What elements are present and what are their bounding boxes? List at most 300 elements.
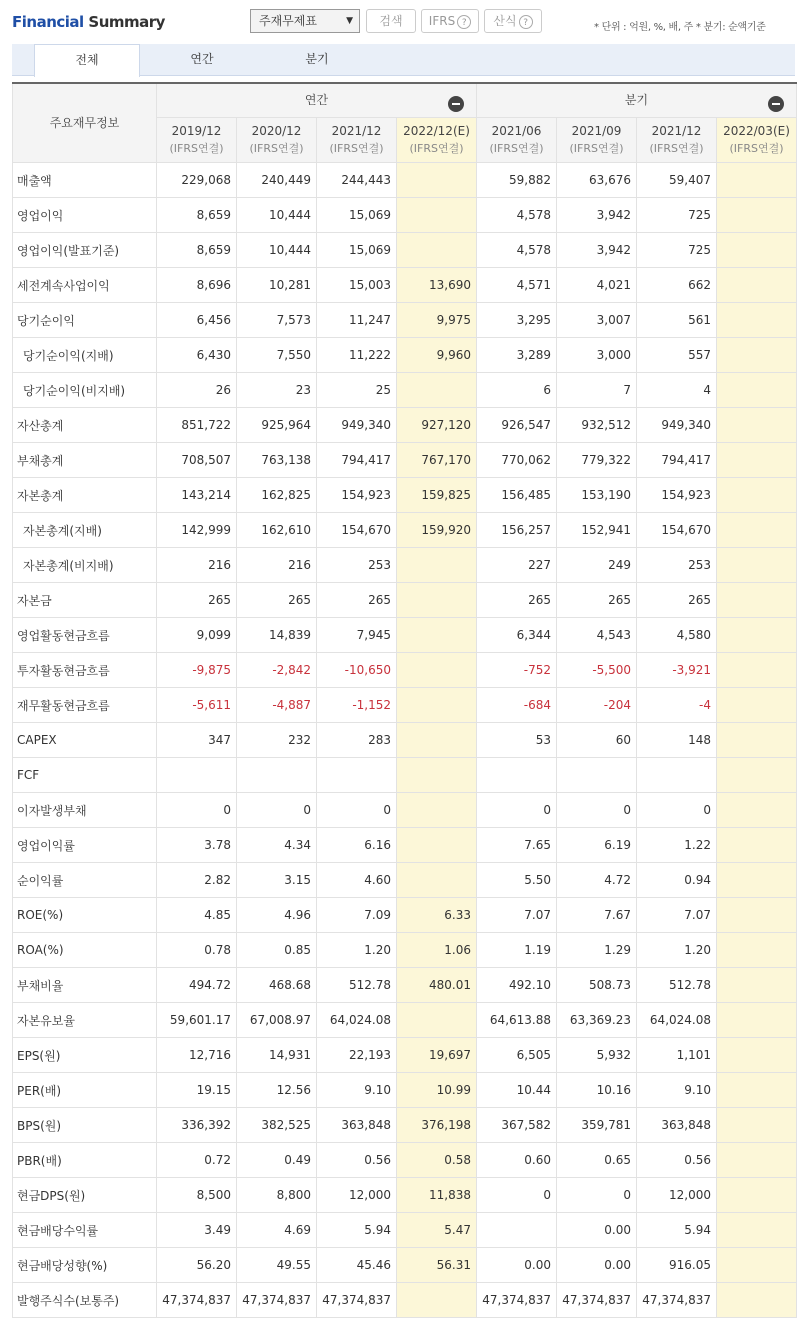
table-cell: 64,024.08 [317, 1003, 397, 1038]
table-cell [717, 513, 797, 548]
table-cell: 1.19 [477, 933, 557, 968]
table-cell: 7.65 [477, 828, 557, 863]
table-row [13, 1178, 797, 1213]
table-cell [317, 758, 397, 793]
table-cell [717, 233, 797, 268]
column-basis: (IFRS연결) [489, 142, 544, 155]
table-cell: 8,659 [157, 198, 237, 233]
row-label: 순이익률 [13, 863, 157, 898]
table-row [13, 1073, 797, 1108]
table-cell: 7.07 [637, 898, 717, 933]
table-cell: 148 [637, 723, 717, 758]
table-cell: 10,281 [237, 268, 317, 303]
table-cell: 156,485 [477, 478, 557, 513]
table-cell: 14,931 [237, 1038, 317, 1073]
table-cell: 3,289 [477, 338, 557, 373]
annual-group-header [157, 83, 477, 118]
table-row [13, 968, 797, 1003]
table-cell: 492.10 [477, 968, 557, 1003]
table-cell: 4.34 [237, 828, 317, 863]
page-title [12, 13, 165, 31]
table-cell: 10,444 [237, 198, 317, 233]
table-cell: 468.68 [237, 968, 317, 1003]
table-cell: 725 [637, 233, 717, 268]
dropdown-arrow-icon: ▼ [346, 16, 353, 26]
column-period: 2020/12 [251, 124, 302, 138]
table-row [13, 1038, 797, 1073]
table-cell: 3,007 [557, 303, 637, 338]
table-cell [717, 933, 797, 968]
table-cell: 7 [557, 373, 637, 408]
table-cell: 4.72 [557, 863, 637, 898]
row-label: 영업이익 [13, 198, 157, 233]
column-period: 2021/12 [651, 124, 702, 138]
table-cell: 5.50 [477, 863, 557, 898]
table-row [13, 723, 797, 758]
table-cell: 6,344 [477, 618, 557, 653]
column-header [717, 118, 797, 163]
table-cell: 3.49 [157, 1213, 237, 1248]
table-cell [397, 198, 477, 233]
table-row [13, 828, 797, 863]
table-cell: 4.85 [157, 898, 237, 933]
table-cell: 9,099 [157, 618, 237, 653]
table-cell: 5.47 [397, 1213, 477, 1248]
ifrs-button[interactable] [421, 9, 479, 33]
table-cell: 5.94 [317, 1213, 397, 1248]
column-header [397, 118, 477, 163]
table-cell: 0 [157, 793, 237, 828]
table-cell [717, 793, 797, 828]
table-cell: 8,696 [157, 268, 237, 303]
table-cell: 6.19 [557, 828, 637, 863]
table-cell: 1.20 [637, 933, 717, 968]
table-cell: 14,839 [237, 618, 317, 653]
table-cell: 662 [637, 268, 717, 303]
question-circle-icon: ? [519, 15, 533, 29]
table-cell [717, 898, 797, 933]
table-cell: 10.16 [557, 1073, 637, 1108]
table-row [13, 198, 797, 233]
table-cell: 3.78 [157, 828, 237, 863]
column-header [477, 118, 557, 163]
table-cell: 265 [637, 583, 717, 618]
table-cell: 1.06 [397, 933, 477, 968]
table-row [13, 303, 797, 338]
table-cell: 249 [557, 548, 637, 583]
table-cell [717, 1038, 797, 1073]
table-cell [397, 758, 477, 793]
table-cell: 9.10 [637, 1073, 717, 1108]
table-cell: 0.60 [477, 1143, 557, 1178]
table-cell: 336,392 [157, 1108, 237, 1143]
row-label: PER(배) [13, 1073, 157, 1108]
row-label: 영업이익(발표기준) [13, 233, 157, 268]
table-cell: 382,525 [237, 1108, 317, 1143]
table-cell: -5,500 [557, 653, 637, 688]
table-row [13, 1213, 797, 1248]
table-cell: 3.15 [237, 863, 317, 898]
column-header [637, 118, 717, 163]
table-cell: 11,222 [317, 338, 397, 373]
table-row [13, 233, 797, 268]
table-cell: 265 [237, 583, 317, 618]
table-row [13, 1003, 797, 1038]
column-basis: (IFRS연결) [729, 142, 784, 155]
table-cell: 7,945 [317, 618, 397, 653]
column-header [157, 118, 237, 163]
table-cell: 3,942 [557, 198, 637, 233]
table-cell [717, 1003, 797, 1038]
table-cell: 244,443 [317, 163, 397, 198]
table-cell [717, 968, 797, 1003]
row-header-title: 주요재무정보 [13, 83, 157, 163]
table-cell [717, 303, 797, 338]
row-label: EPS(원) [13, 1038, 157, 1073]
table-row [13, 1283, 797, 1318]
page-title-part1: Financial [12, 13, 84, 31]
table-cell [717, 373, 797, 408]
table-cell [397, 548, 477, 583]
table-cell: 6,430 [157, 338, 237, 373]
period-tabs [12, 44, 795, 76]
table-row [13, 1143, 797, 1178]
table-cell: 6.16 [317, 828, 397, 863]
table-cell: 240,449 [237, 163, 317, 198]
table-cell: 5,932 [557, 1038, 637, 1073]
table-row [13, 163, 797, 198]
row-label: 재무활동현금흐름 [13, 688, 157, 723]
table-cell [717, 618, 797, 653]
table-cell: 0.58 [397, 1143, 477, 1178]
row-label: 부채총계 [13, 443, 157, 478]
tab-all[interactable]: 전체 [34, 44, 140, 77]
table-cell: 59,882 [477, 163, 557, 198]
question-circle-icon: ? [457, 15, 471, 29]
row-label: 자산총계 [13, 408, 157, 443]
row-label: 자본총계(비지배) [13, 548, 157, 583]
statement-select[interactable] [250, 9, 360, 33]
table-cell: 253 [637, 548, 717, 583]
row-label: 현금DPS(원) [13, 1178, 157, 1213]
table-cell: 56.31 [397, 1248, 477, 1283]
table-cell: 949,340 [637, 408, 717, 443]
table-cell: -204 [557, 688, 637, 723]
collapse-minus-icon[interactable] [768, 96, 784, 112]
table-cell: -684 [477, 688, 557, 723]
table-cell [397, 863, 477, 898]
row-label: FCF [13, 758, 157, 793]
table-cell: 9.10 [317, 1073, 397, 1108]
table-cell: 1,101 [637, 1038, 717, 1073]
table-cell: 47,374,837 [637, 1283, 717, 1318]
column-basis: (IFRS연결) [569, 142, 624, 155]
table-cell [477, 1213, 557, 1248]
column-header [317, 118, 397, 163]
table-cell: 10.99 [397, 1073, 477, 1108]
table-row [13, 1248, 797, 1283]
row-label: 이자발생부채 [13, 793, 157, 828]
financial-summary-table [12, 82, 797, 1318]
table-cell: 0.72 [157, 1143, 237, 1178]
table-cell: 63,676 [557, 163, 637, 198]
table-cell: 0.49 [237, 1143, 317, 1178]
table-cell: 7,550 [237, 338, 317, 373]
table-cell [397, 1283, 477, 1318]
table-cell [717, 723, 797, 758]
table-cell: 2.82 [157, 863, 237, 898]
table-cell: 7.67 [557, 898, 637, 933]
row-label: 세전계속사업이익 [13, 268, 157, 303]
table-cell [717, 863, 797, 898]
table-cell: -1,152 [317, 688, 397, 723]
table-cell [557, 758, 637, 793]
table-cell: 265 [477, 583, 557, 618]
table-cell: 6.33 [397, 898, 477, 933]
table-cell: 363,848 [637, 1108, 717, 1143]
table-cell: 0.00 [477, 1248, 557, 1283]
table-cell: 154,670 [317, 513, 397, 548]
tab-annual[interactable]: 연간 [190, 52, 214, 66]
table-cell: 12,000 [317, 1178, 397, 1213]
table-cell [717, 163, 797, 198]
table-cell: 7,573 [237, 303, 317, 338]
table-cell: 19.15 [157, 1073, 237, 1108]
table-cell: 4,571 [477, 268, 557, 303]
table-cell: 0.56 [317, 1143, 397, 1178]
table-cell: 0 [637, 793, 717, 828]
collapse-minus-icon[interactable] [448, 96, 464, 112]
table-cell: 1.20 [317, 933, 397, 968]
row-label: 발행주식수(보통주) [13, 1283, 157, 1318]
table-cell: 11,247 [317, 303, 397, 338]
table-cell: 3,295 [477, 303, 557, 338]
table-cell [637, 758, 717, 793]
row-label: 자본유보율 [13, 1003, 157, 1038]
table-cell: 3,942 [557, 233, 637, 268]
table-cell: -4,887 [237, 688, 317, 723]
column-basis: (IFRS연결) [329, 142, 384, 155]
table-row [13, 653, 797, 688]
row-label: ROA(%) [13, 933, 157, 968]
table-cell: 4,021 [557, 268, 637, 303]
table-cell: 927,120 [397, 408, 477, 443]
table-row [13, 443, 797, 478]
table-cell: 47,374,837 [477, 1283, 557, 1318]
column-period: 2021/06 [491, 124, 542, 138]
table-cell: 359,781 [557, 1108, 637, 1143]
table-cell: 216 [157, 548, 237, 583]
table-cell: -752 [477, 653, 557, 688]
table-cell [397, 688, 477, 723]
table-cell: 53 [477, 723, 557, 758]
row-label: PBR(배) [13, 1143, 157, 1178]
table-row [13, 583, 797, 618]
table-cell: 347 [157, 723, 237, 758]
table-cell: 4.96 [237, 898, 317, 933]
table-cell [717, 1248, 797, 1283]
table-cell [397, 618, 477, 653]
table-cell [397, 828, 477, 863]
table-cell: 229,068 [157, 163, 237, 198]
table-cell: 12,000 [637, 1178, 717, 1213]
table-cell [397, 373, 477, 408]
table-cell: 779,322 [557, 443, 637, 478]
table-cell [717, 758, 797, 793]
table-cell: 63,369.23 [557, 1003, 637, 1038]
table-cell: 47,374,837 [237, 1283, 317, 1318]
table-cell: 949,340 [317, 408, 397, 443]
row-label: 자본총계 [13, 478, 157, 513]
table-cell [397, 583, 477, 618]
ifrs-button-label: IFRS [428, 14, 456, 28]
table-cell: 708,507 [157, 443, 237, 478]
table-cell: 7.07 [477, 898, 557, 933]
table-cell: -5,611 [157, 688, 237, 723]
table-cell: 0.00 [557, 1248, 637, 1283]
row-label: 매출액 [13, 163, 157, 198]
table-cell [717, 653, 797, 688]
row-label: 투자활동현금흐름 [13, 653, 157, 688]
table-row [13, 863, 797, 898]
table-row [13, 338, 797, 373]
table-cell: 0 [557, 793, 637, 828]
table-cell [717, 478, 797, 513]
row-label: 현금배당성향(%) [13, 1248, 157, 1283]
table-row [13, 618, 797, 653]
table-cell: 49.55 [237, 1248, 317, 1283]
top-bar [0, 0, 800, 44]
row-label: 자본금 [13, 583, 157, 618]
table-cell: 56.20 [157, 1248, 237, 1283]
table-cell: 6 [477, 373, 557, 408]
table-cell: 932,512 [557, 408, 637, 443]
table-cell: 0 [477, 793, 557, 828]
table-cell: 67,008.97 [237, 1003, 317, 1038]
table-row [13, 1108, 797, 1143]
column-basis: (IFRS연결) [169, 142, 224, 155]
table-cell [717, 583, 797, 618]
table-cell: 26 [157, 373, 237, 408]
table-cell: 232 [237, 723, 317, 758]
table-cell: 0 [237, 793, 317, 828]
table-cell: -4 [637, 688, 717, 723]
table-cell: 153,190 [557, 478, 637, 513]
table-cell: 367,582 [477, 1108, 557, 1143]
table-row [13, 408, 797, 443]
table-cell: 47,374,837 [157, 1283, 237, 1318]
table-cell: 45.46 [317, 1248, 397, 1283]
table-cell: 0 [477, 1178, 557, 1213]
table-cell: 3,000 [557, 338, 637, 373]
table-cell: 15,069 [317, 198, 397, 233]
table-row [13, 478, 797, 513]
table-cell: 159,920 [397, 513, 477, 548]
row-label: 영업이익률 [13, 828, 157, 863]
table-cell: 4.69 [237, 1213, 317, 1248]
table-cell: 22,193 [317, 1038, 397, 1073]
table-cell: 60 [557, 723, 637, 758]
table-cell: 12.56 [237, 1073, 317, 1108]
table-cell: -2,842 [237, 653, 317, 688]
table-cell: 15,003 [317, 268, 397, 303]
table-cell: 12,716 [157, 1038, 237, 1073]
table-cell: 1.22 [637, 828, 717, 863]
row-label: CAPEX [13, 723, 157, 758]
table-cell [397, 723, 477, 758]
unit-note: * 단위 : 억원, %, 배, 주 * 분기: 순액기준 [594, 22, 766, 33]
table-cell: 763,138 [237, 443, 317, 478]
row-label: 자본총계(지배) [13, 513, 157, 548]
row-label: BPS(원) [13, 1108, 157, 1143]
annual-group-label: 연간 [304, 93, 329, 107]
table-cell: 0.00 [557, 1213, 637, 1248]
column-basis: (IFRS연결) [249, 142, 304, 155]
table-cell [717, 443, 797, 478]
table-cell: 0.78 [157, 933, 237, 968]
table-cell: 142,999 [157, 513, 237, 548]
formula-button-label: 산식 [493, 14, 517, 28]
table-cell: 512.78 [637, 968, 717, 1003]
table-cell: 59,407 [637, 163, 717, 198]
table-cell [397, 793, 477, 828]
table-cell: 47,374,837 [317, 1283, 397, 1318]
table-cell: 4,578 [477, 233, 557, 268]
table-cell [717, 1108, 797, 1143]
quarterly-group-label: 분기 [624, 93, 649, 107]
table-row [13, 373, 797, 408]
column-period: 2021/12 [331, 124, 382, 138]
table-cell: 15,069 [317, 233, 397, 268]
table-cell: 925,964 [237, 408, 317, 443]
table-row [13, 688, 797, 723]
table-cell: 265 [157, 583, 237, 618]
table-cell: 265 [557, 583, 637, 618]
table-cell [717, 688, 797, 723]
table-cell: 770,062 [477, 443, 557, 478]
formula-button[interactable] [484, 9, 542, 33]
table-cell: 154,670 [637, 513, 717, 548]
table-cell: 162,610 [237, 513, 317, 548]
page-title-part2: Summary [83, 13, 165, 31]
table-cell: 6,505 [477, 1038, 557, 1073]
table-cell: 64,024.08 [637, 1003, 717, 1038]
table-cell: 0 [557, 1178, 637, 1213]
table-cell [717, 548, 797, 583]
tab-quarterly[interactable]: 분기 [305, 52, 329, 66]
table-row [13, 898, 797, 933]
search-button[interactable]: 검색 [366, 9, 416, 33]
table-cell: 4,543 [557, 618, 637, 653]
table-cell [717, 1073, 797, 1108]
table-cell: 152,941 [557, 513, 637, 548]
table-cell [397, 163, 477, 198]
row-label: 현금배당수익률 [13, 1213, 157, 1248]
table-cell: 0.85 [237, 933, 317, 968]
table-row [13, 933, 797, 968]
table-cell: 916.05 [637, 1248, 717, 1283]
row-label: 부채비율 [13, 968, 157, 1003]
table-cell: 0.56 [637, 1143, 717, 1178]
table-cell: 363,848 [317, 1108, 397, 1143]
table-cell: 47,374,837 [557, 1283, 637, 1318]
table-cell: 156,257 [477, 513, 557, 548]
table-cell: 6,456 [157, 303, 237, 338]
table-cell [397, 653, 477, 688]
table-cell: 0 [317, 793, 397, 828]
table-row [13, 268, 797, 303]
table-cell [717, 408, 797, 443]
